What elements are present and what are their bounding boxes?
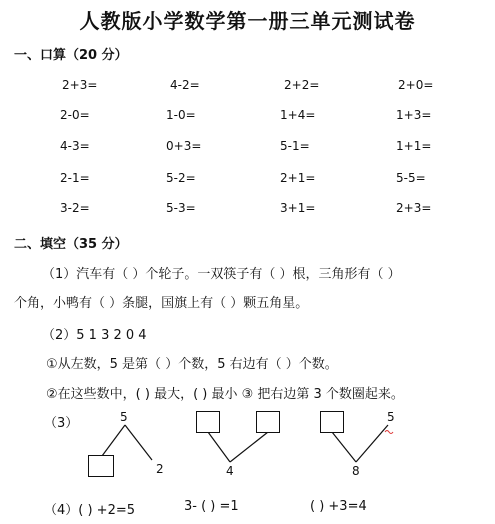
calc-item: 5-2= bbox=[166, 171, 196, 185]
page-title: 人教版小学数学第一册三单元测试卷 bbox=[79, 9, 416, 33]
tree-3-right-number: 5 bbox=[387, 410, 395, 424]
tree-2-bottom-number: 4 bbox=[226, 464, 234, 478]
question-4-item-3: ( ) +3=4 bbox=[310, 499, 367, 514]
tree-1-right-number: 2 bbox=[156, 462, 164, 476]
calc-item: 1+1= bbox=[396, 139, 432, 153]
question-1-line-1: （1）汽车有（ ）个轮子。一双筷子有（ ）根，三角形有（ ） bbox=[42, 267, 401, 282]
calc-item: 2-0= bbox=[60, 108, 90, 122]
calc-item: 4-3= bbox=[60, 139, 90, 153]
calc-item: 1+4= bbox=[280, 108, 316, 122]
tree-2-right-answer-box[interactable] bbox=[256, 411, 280, 433]
section-heading-fill-blank: 二、填空（35 分） bbox=[14, 237, 128, 252]
calc-item: 1-0= bbox=[166, 108, 196, 122]
calc-item: 0+3= bbox=[166, 139, 202, 153]
question-4-item-1: （4）( ) +2=5 bbox=[44, 503, 136, 518]
calc-item: 5-1= bbox=[280, 139, 310, 153]
tree-3-left-answer-box[interactable] bbox=[320, 411, 344, 433]
question-2-part-a: ①从左数，5 是第（ ）个数，5 右边有（ ）个数。 bbox=[46, 357, 338, 372]
tree-1-top-number: 5 bbox=[120, 410, 128, 424]
question-3-label: （3） bbox=[44, 416, 79, 431]
calc-item: 2-1= bbox=[60, 171, 90, 185]
calc-item: 2+1= bbox=[280, 171, 316, 185]
section-heading-oral-calc: 一、口算（20 分） bbox=[14, 48, 128, 63]
question-2-number-list: （2）5 1 3 2 0 4 bbox=[42, 328, 147, 343]
calc-item: 2+3= bbox=[396, 201, 432, 215]
calc-item: 2+3= bbox=[62, 78, 98, 92]
question-2-part-b: ②在这些数中，( ) 最大，( ) 最小 ③ 把右边第 3 个数圈起来。 bbox=[46, 387, 404, 402]
question-1-line-2: 个角，小鸭有（ ）条腿，国旗上有（ ）颗五角星。 bbox=[14, 296, 309, 311]
calc-item: 1+3= bbox=[396, 108, 432, 122]
calc-item: 3+1= bbox=[280, 201, 316, 215]
calc-item: 5-5= bbox=[396, 171, 426, 185]
calc-item: 5-3= bbox=[166, 201, 196, 215]
tree-1-left-answer-box[interactable] bbox=[88, 455, 114, 477]
question-4-item-2: 3- ( ) =1 bbox=[184, 499, 239, 514]
tree-2-left-answer-box[interactable] bbox=[196, 411, 220, 433]
tree-3-bottom-number: 8 bbox=[352, 464, 360, 478]
calc-item: 2+2= bbox=[284, 78, 320, 92]
calc-item: 3-2= bbox=[60, 201, 90, 215]
calc-item: 2+0= bbox=[398, 78, 434, 92]
calc-item: 4-2= bbox=[170, 78, 200, 92]
